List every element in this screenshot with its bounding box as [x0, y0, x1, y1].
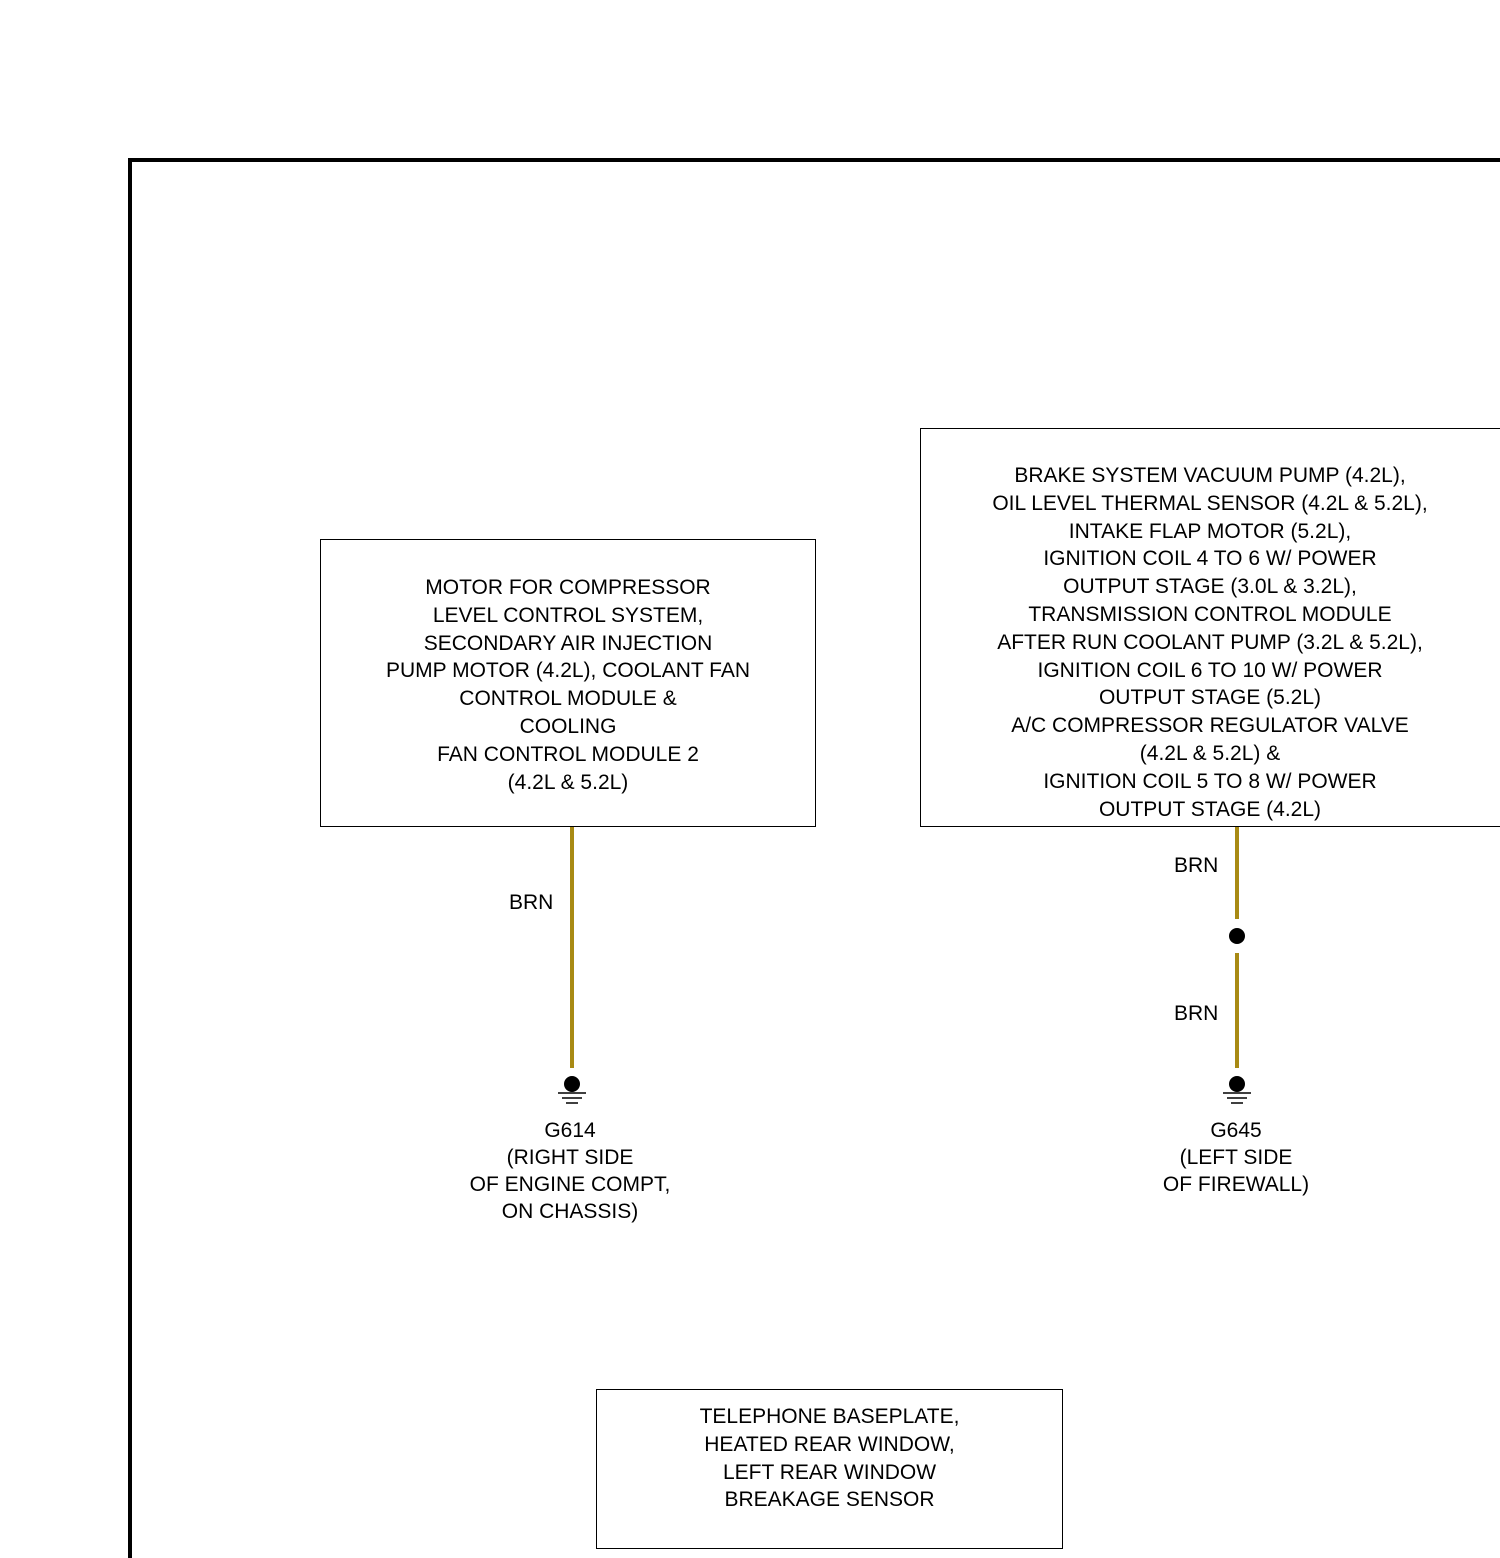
- component-label-line: FAN CONTROL MODULE 2: [437, 742, 699, 766]
- component-label-line: BRAKE SYSTEM VACUUM PUMP (4.2L),: [1014, 464, 1406, 487]
- component-box-brake-vacuum-pump: [920, 428, 1500, 827]
- component-label-line: PUMP MOTOR (4.2L), COOLANT FAN: [385, 659, 751, 683]
- ground-location-line: OF FIREWALL): [1162, 1173, 1310, 1196]
- component-label-line: LEVEL CONTROL SYSTEM,: [432, 603, 704, 627]
- component-label-line: INTAKE FLAP MOTOR (5.2L),: [1068, 519, 1352, 543]
- component-label-line: HEATED REAR WINDOW,: [704, 1432, 955, 1456]
- component-label-line: OUTPUT STAGE (3.0L & 3.2L),: [1063, 575, 1357, 599]
- wire-color-label: BRN: [509, 891, 554, 914]
- ground-label-g645: [1096, 1117, 1376, 1198]
- ground-location-line: (LEFT SIDE: [1179, 1146, 1293, 1169]
- ground-location-line: ON CHASSIS): [501, 1200, 639, 1223]
- ground-label-g614: [430, 1117, 710, 1225]
- component-label-line: LEFT REAR WINDOW: [722, 1460, 937, 1484]
- component-label-line: COOLING: [519, 714, 617, 738]
- ground-symbol-g614: [558, 1076, 586, 1103]
- wire-color-label: BRN: [1174, 854, 1219, 877]
- component-label-line: TELEPHONE BASEPLATE,: [699, 1405, 960, 1428]
- component-label-line: BREAKAGE SENSOR: [724, 1488, 935, 1512]
- component-label-line: AFTER RUN COOLANT PUMP (3.2L & 5.2L),: [997, 630, 1423, 654]
- ground-id: G614: [544, 1119, 596, 1142]
- component-box-telephone-baseplate: [596, 1389, 1063, 1549]
- component-label-line: OIL LEVEL THERMAL SENSOR (4.2L & 5.2L),: [992, 491, 1428, 515]
- wire-color-label: BRN: [1174, 1002, 1219, 1025]
- splice-dot: [1229, 928, 1245, 944]
- component-label-line: (4.2L & 5.2L) &: [1139, 741, 1281, 765]
- component-label-line: OUTPUT STAGE (5.2L): [1098, 686, 1322, 710]
- component-label-line: IGNITION COIL 4 TO 6 W/ POWER: [1043, 547, 1377, 571]
- component-label-line: OUTPUT STAGE (4.2L): [1098, 797, 1322, 821]
- component-label-line: SECONDARY AIR INJECTION: [423, 631, 713, 655]
- ground-location-line: OF ENGINE COMPT,: [469, 1173, 671, 1196]
- ground-id: G645: [1210, 1119, 1262, 1142]
- ground-location-line: (RIGHT SIDE: [506, 1146, 634, 1169]
- component-label-line: CONTROL MODULE &: [459, 687, 677, 711]
- component-box-compressor-motor: [320, 539, 816, 827]
- component-label-line: TRANSMISSION CONTROL MODULE: [1028, 602, 1392, 626]
- component-label-line: (4.2L & 5.2L): [507, 770, 629, 794]
- component-label-line: IGNITION COIL 6 TO 10 W/ POWER: [1037, 658, 1383, 682]
- ground-symbol-g645: [1223, 1076, 1251, 1103]
- component-label-line: MOTOR FOR COMPRESSOR: [425, 576, 711, 599]
- component-label-line: IGNITION COIL 5 TO 8 W/ POWER: [1043, 769, 1377, 793]
- component-label-line: A/C COMPRESSOR REGULATOR VALVE: [1011, 714, 1409, 738]
